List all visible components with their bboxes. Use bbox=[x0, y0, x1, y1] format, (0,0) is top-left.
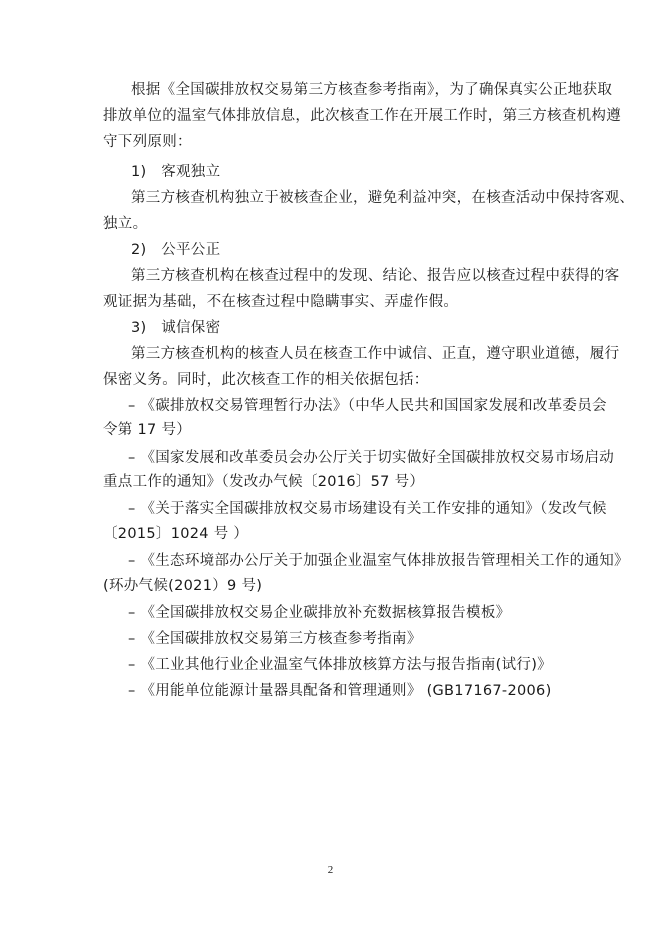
principle-1-heading: 1) 客观独立 bbox=[131, 164, 221, 180]
reference-4-line-1: – 《生态环境部办公厅关于加强企业温室气体排放报告管理相关工作的通知》 bbox=[128, 553, 629, 569]
reference-3-line-1: – 《关于落实全国碳排放权交易市场建设有关工作安排的通知》（发改气候 bbox=[128, 501, 607, 517]
reference-6: – 《全国碳排放权交易第三方核查参考指南》 bbox=[128, 631, 422, 647]
reference-8: – 《用能单位能源计量器具配备和管理通则》 (GB17167-2006) bbox=[128, 683, 552, 699]
principle-2-body-2: 观证据为基础，不在核查过程中隐瞒事实、弄虚作假。 bbox=[103, 294, 459, 310]
principle-3-heading: 3) 诚信保密 bbox=[131, 320, 221, 336]
principle-3-body-2: 保密义务。同时，此次核查工作的相关依据包括： bbox=[103, 372, 429, 388]
reference-2-line-2: 重点工作的通知》（发改办气候〔2016〕57 号） bbox=[103, 474, 425, 490]
intro-line-2: 排放单位的温室气体排放信息，此次核查工作在开展工作时，第三方核查机构遵 bbox=[103, 108, 621, 124]
principle-1-body-2: 独立。 bbox=[103, 216, 148, 232]
principle-2-body-1: 第三方核查机构在核查过程中的发现、结论、报告应以核查过程中获得的客 bbox=[131, 268, 620, 284]
principle-1-body-1: 第三方核查机构独立于被核查企业，避免利益冲突，在核查活动中保持客观、 bbox=[131, 190, 635, 206]
reference-1-line-2: 令第 17 号） bbox=[103, 422, 192, 438]
reference-2-line-1: – 《国家发展和改革委员会办公厅关于切实做好全国碳排放权交易市场启动 bbox=[128, 450, 615, 466]
intro-line-3: 守下列原则： bbox=[103, 134, 192, 150]
reference-3-line-2: 〔2015〕1024 号 ） bbox=[103, 526, 249, 542]
reference-4-line-2: (环办气候(2021）9 号) bbox=[103, 578, 263, 594]
page-number: 2 bbox=[327, 864, 334, 876]
reference-1-line-1: – 《碳排放权交易管理暂行办法》（中华人民共和国国家发展和改革委员会 bbox=[128, 398, 607, 414]
principle-2-heading: 2) 公平公正 bbox=[131, 242, 221, 258]
reference-5: – 《全国碳排放权交易企业碳排放补充数据核算报告模板》 bbox=[128, 605, 511, 621]
reference-7: – 《工业其他行业企业温室气体排放核算方法与报告指南(试行)》 bbox=[128, 657, 552, 673]
principle-3-body-1: 第三方核查机构的核查人员在核查工作中诚信、正直，遵守职业道德，履行 bbox=[131, 346, 620, 362]
intro-line-1: 根据《全国碳排放权交易第三方核查参考指南》，为了确保真实公正地获取 bbox=[131, 82, 613, 98]
